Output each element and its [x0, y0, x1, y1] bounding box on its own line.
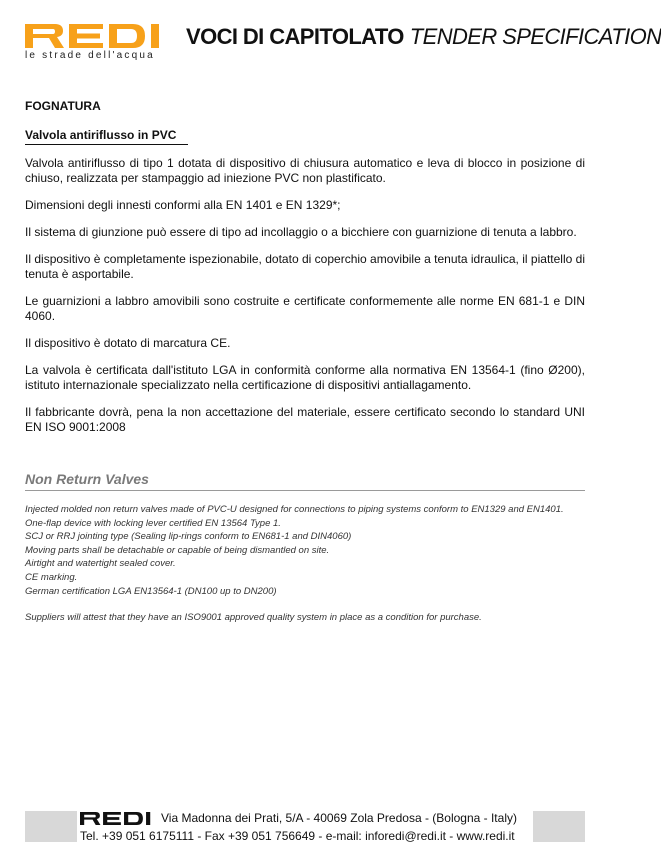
paragraph: Le guarnizioni a labbro amovibili sono costruite e certificate conformemente alle norme EN 681-1 e DIN 4060.	[25, 294, 585, 323]
footer-decor-box	[25, 811, 77, 842]
footer-contacts: Tel. +39 051 6175111 - Fax +39 051 756649 - e-mail: inforedi@redi.it - www.redi.it	[80, 829, 515, 843]
english-line: Moving parts shall be detachable or capable of being dismantled on site.	[25, 544, 330, 556]
logo-tagline: le strade dell'acqua	[25, 50, 155, 61]
paragraph: Il fabbricante dovrà, pena la non accettazione del materiale, essere certificato secondo lo standard UNI EN ISO 9001:2008	[25, 405, 585, 434]
english-line: SCJ or RRJ jointing type (Sealing lip-rings conform to EN681-1 and DIN4060)	[25, 531, 352, 543]
english-note: Suppliers will attest that they have an ISO9001 approved quality system in place as a condition for purchase.	[25, 612, 482, 624]
english-specification	[25, 503, 585, 625]
english-line: One-flap device with locking lever certified EN 13564 Type 1.	[25, 517, 281, 529]
section-title: FOGNATURA	[25, 99, 101, 113]
document-title	[186, 24, 661, 50]
paragraph: Il dispositivo è dotato di marcatura CE.	[25, 336, 231, 350]
paragraph: Dimensioni degli innesti conformi alla EN 1401 e EN 1329*;	[25, 198, 341, 212]
english-line: Injected molded non return valves made of PVC-U designed for connections to piping systems conform to EN1329 and EN1401.	[25, 504, 564, 515]
english-line: Airtight and watertight sealed cover.	[25, 558, 176, 570]
redi-logo-mark	[25, 24, 170, 48]
footer-logo	[80, 812, 156, 825]
divider	[25, 490, 585, 491]
subsection-title: Valvola antiriflusso in PVC	[25, 128, 188, 145]
title-italian: VOCI DI CAPITOLATO	[186, 24, 404, 49]
footer-decor-box	[533, 811, 585, 842]
paragraph: Il sistema di giunzione può essere di tipo ad incollaggio o a bicchiere con guarnizione di tenuta a labbro.	[25, 225, 577, 239]
redi-logo	[25, 24, 171, 61]
english-line: German certification LGA EN13564-1 (DN100 up to DN200)	[25, 585, 277, 597]
english-section-title: Non Return Valves	[25, 471, 149, 487]
title-english: TENDER SPECIFICATION	[409, 24, 661, 49]
paragraph: Il dispositivo è completamente ispezionabile, dotato di coperchio amovibile a tenuta idraulica, il piattello di tenuta è asportabile.	[25, 252, 585, 281]
paragraph: Valvola antiriflusso di tipo 1 dotata di dispositivo di chiusura automatico e leva di blocco in posizione di chiuso, realizzata per stampaggio ad iniezione PVC non plastificato.	[25, 156, 585, 185]
specification-body	[25, 156, 585, 447]
paragraph: La valvola è certificata dall'istituto LGA in conformità conforme alla normativa EN 13564-1 (fino Ø200), istituto internazionale specializzato nella certificazione di dispositivi antiallagamento.	[25, 363, 585, 392]
footer-address: Via Madonna dei Prati, 5/A - 40069 Zola Predosa - (Bologna - Italy)	[161, 811, 517, 825]
english-line: CE marking.	[25, 571, 78, 583]
spacer	[25, 598, 585, 611]
